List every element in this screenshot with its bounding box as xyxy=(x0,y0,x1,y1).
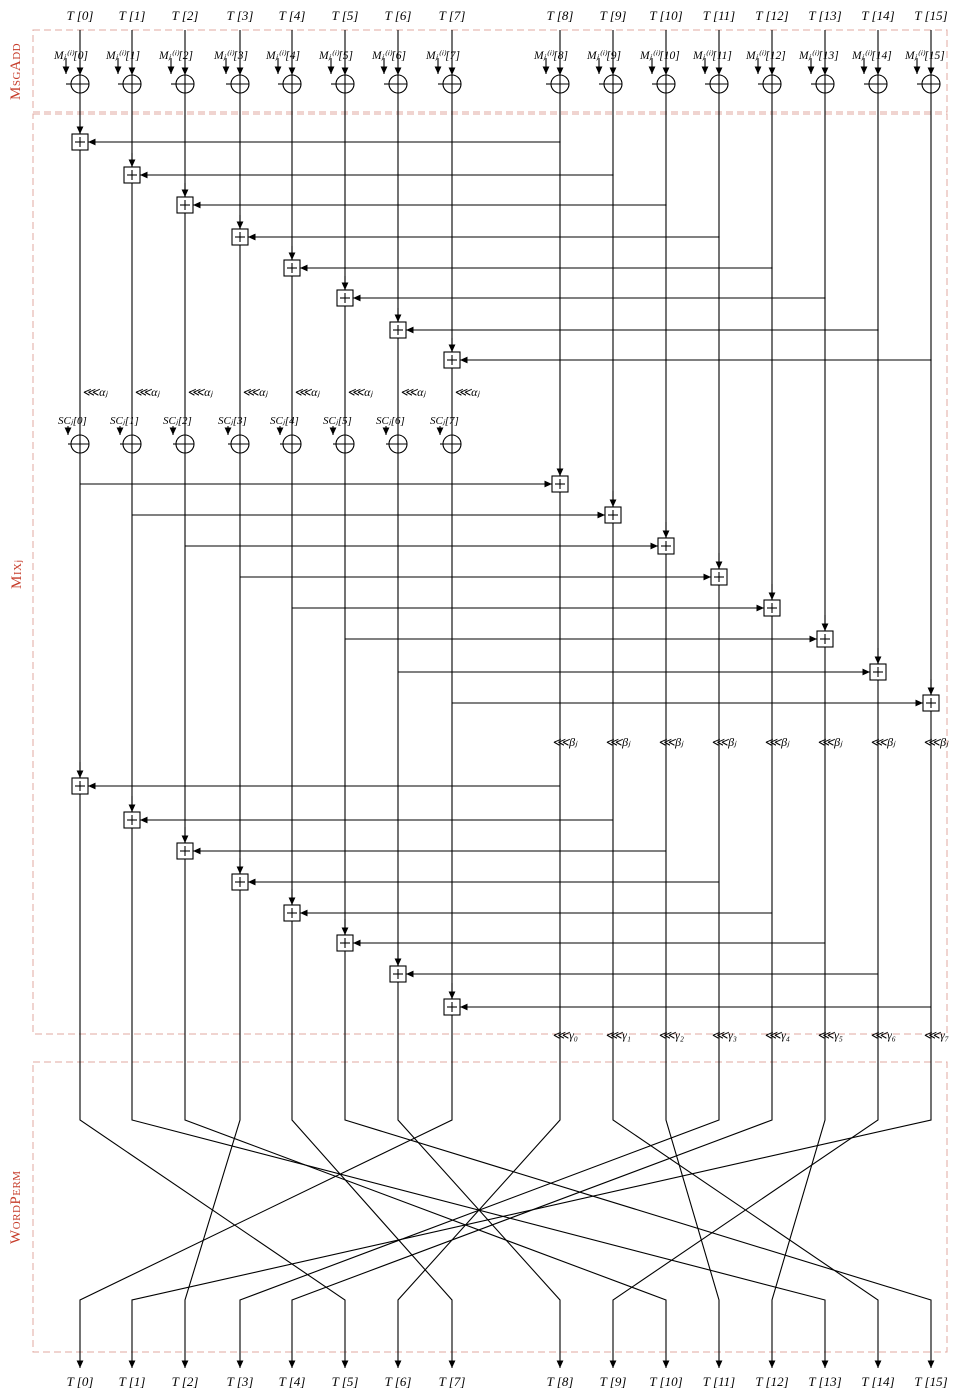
perm-wire-12-to-4 xyxy=(292,1062,772,1368)
mix-add-left-top-2 xyxy=(177,197,193,213)
bottom-label-3: T [3] xyxy=(226,1374,254,1389)
msg-label-2: Mⱼ⁽ⁱ⁾[2] xyxy=(159,50,193,62)
msgadd-xor-9 xyxy=(604,75,622,93)
const-xor-6 xyxy=(389,435,407,453)
bottom-label-7: T [7] xyxy=(438,1374,466,1389)
bottom-label-9: T [9] xyxy=(599,1374,627,1389)
msgadd-xor-12 xyxy=(763,75,781,93)
top-label-0: T [0] xyxy=(66,8,94,23)
perm-wire-13-to-12 xyxy=(772,1062,825,1368)
rot-beta-3: ⋘βⱼ xyxy=(711,735,737,749)
msg-label-0: Mⱼ⁽ⁱ⁾[0] xyxy=(54,50,88,62)
rot-alpha-2: ⋘αⱼ xyxy=(187,385,213,399)
top-label-11: T [11] xyxy=(702,8,736,23)
const-label-1: SCⱼ[1] xyxy=(110,415,139,427)
rot-alpha-3: ⋘αⱼ xyxy=(242,385,268,399)
mix-add-right-4 xyxy=(764,600,780,616)
rot-beta-6: ⋘βⱼ xyxy=(870,735,896,749)
msg-label-12: Mⱼ⁽ⁱ⁾[12] xyxy=(746,50,786,62)
phase-mix xyxy=(33,114,947,1034)
phase-boundaries xyxy=(33,30,947,1352)
msgadd-xor-7 xyxy=(443,75,461,93)
phase-wordperm xyxy=(33,1062,947,1352)
bottom-label-1: T [1] xyxy=(118,1374,146,1389)
perm-wire-0-to-5 xyxy=(80,1062,345,1368)
mix-add-right-6 xyxy=(870,664,886,680)
mix-add-right-7 xyxy=(923,695,939,711)
const-label-6: SCⱼ[6] xyxy=(376,415,405,427)
top-label-6: T [6] xyxy=(384,8,412,23)
rot-gamma-7: ⋘γ₇ xyxy=(923,1028,949,1042)
msg-label-13: Mⱼ⁽ⁱ⁾[13] xyxy=(799,50,839,62)
mix-add-left-bottom-6 xyxy=(390,966,406,982)
rot-beta-7: ⋘βⱼ xyxy=(923,735,949,749)
bottom-label-0: T [0] xyxy=(66,1374,94,1389)
msgadd-xor-3 xyxy=(231,75,249,93)
bottom-label-12: T [12] xyxy=(755,1374,789,1389)
bottom-label-11: T [11] xyxy=(702,1374,736,1389)
msgadd-xor-5 xyxy=(336,75,354,93)
msg-label-6: Mⱼ⁽ⁱ⁾[6] xyxy=(372,50,406,62)
top-label-8: T [8] xyxy=(546,8,574,23)
msgadd-xor-1 xyxy=(123,75,141,93)
perm-wire-10-to-11 xyxy=(666,1062,719,1368)
top-label-13: T [13] xyxy=(808,8,842,23)
mix-add-right-2 xyxy=(658,538,674,554)
const-xor-2 xyxy=(176,435,194,453)
mix-add-left-bottom-2 xyxy=(177,843,193,859)
bottom-label-2: T [2] xyxy=(171,1374,199,1389)
mix-add-left-top-7 xyxy=(444,352,460,368)
msg-label-9: Mⱼ⁽ⁱ⁾[9] xyxy=(587,50,621,62)
rot-alpha-5: ⋘αⱼ xyxy=(347,385,373,399)
phase-label-mix: Mixⱼ xyxy=(9,559,25,589)
msg-label-11: Mⱼ⁽ⁱ⁾[11] xyxy=(693,50,732,62)
bottom-label-15: T [15] xyxy=(914,1374,948,1389)
perm-wire-11-to-3 xyxy=(240,1062,719,1368)
bottom-label-6: T [6] xyxy=(384,1374,412,1389)
mix-add-left-top-0 xyxy=(72,134,88,150)
mix-add-left-bottom-7 xyxy=(444,999,460,1015)
msgadd-xor-6 xyxy=(389,75,407,93)
const-xor-4 xyxy=(283,435,301,453)
mix-add-left-bottom-5 xyxy=(337,935,353,951)
msgadd-xor-15 xyxy=(922,75,940,93)
mix-add-left-top-5 xyxy=(337,290,353,306)
rot-beta-4: ⋘βⱼ xyxy=(764,735,790,749)
operator-layer xyxy=(71,75,940,1015)
msgadd-xor-13 xyxy=(816,75,834,93)
rot-alpha-1: ⋘αⱼ xyxy=(134,385,160,399)
mix-add-left-top-1 xyxy=(124,167,140,183)
phase-msgadd xyxy=(33,30,947,112)
rot-gamma-1: ⋘γ₁ xyxy=(605,1028,631,1042)
bottom-label-4: T [4] xyxy=(278,1374,306,1389)
rot-gamma-3: ⋘γ₃ xyxy=(711,1028,737,1042)
rot-beta-5: ⋘βⱼ xyxy=(817,735,843,749)
top-label-12: T [12] xyxy=(755,8,789,23)
msgadd-xor-14 xyxy=(869,75,887,93)
msgadd-xor-0 xyxy=(71,75,89,93)
mix-add-right-5 xyxy=(817,631,833,647)
perm-wire-5-to-15 xyxy=(345,1062,931,1368)
msg-label-1: Mⱼ⁽ⁱ⁾[1] xyxy=(106,50,140,62)
bottom-label-8: T [8] xyxy=(546,1374,574,1389)
mix-add-left-top-3 xyxy=(232,229,248,245)
const-xor-7 xyxy=(443,435,461,453)
const-xor-5 xyxy=(336,435,354,453)
wire-layer xyxy=(66,30,931,1368)
const-label-0: SCⱼ[0] xyxy=(58,415,87,427)
msgadd-xor-2 xyxy=(176,75,194,93)
msg-label-5: Mⱼ⁽ⁱ⁾[5] xyxy=(319,50,353,62)
rot-beta-0: ⋘βⱼ xyxy=(552,735,578,749)
mix-add-right-3 xyxy=(711,569,727,585)
rot-alpha-4: ⋘αⱼ xyxy=(294,385,320,399)
bottom-label-10: T [10] xyxy=(649,1374,683,1389)
bottom-label-5: T [5] xyxy=(331,1374,359,1389)
msg-label-8: Mⱼ⁽ⁱ⁾[8] xyxy=(534,50,568,62)
msg-label-7: Mⱼ⁽ⁱ⁾[7] xyxy=(426,50,460,62)
top-label-1: T [1] xyxy=(118,8,146,23)
mix-add-left-top-6 xyxy=(390,322,406,338)
top-label-7: T [7] xyxy=(438,8,466,23)
const-label-3: SCⱼ[3] xyxy=(218,415,247,427)
const-label-4: SCⱼ[4] xyxy=(270,415,299,427)
const-xor-1 xyxy=(123,435,141,453)
mix-add-right-0 xyxy=(552,476,568,492)
const-xor-0 xyxy=(71,435,89,453)
msg-label-4: Mⱼ⁽ⁱ⁾[4] xyxy=(266,50,300,62)
perm-wire-6-to-8 xyxy=(398,1062,560,1368)
msg-label-10: Mⱼ⁽ⁱ⁾[10] xyxy=(640,50,680,62)
rot-gamma-5: ⋘γ₅ xyxy=(817,1028,843,1042)
perm-wire-15-to-1 xyxy=(132,1062,931,1368)
mix-add-left-top-4 xyxy=(284,260,300,276)
rot-gamma-6: ⋘γ₆ xyxy=(870,1028,896,1042)
rot-alpha-6: ⋘αⱼ xyxy=(400,385,426,399)
msg-label-3: Mⱼ⁽ⁱ⁾[3] xyxy=(214,50,248,62)
top-label-4: T [4] xyxy=(278,8,306,23)
msg-label-15: Mⱼ⁽ⁱ⁾[15] xyxy=(905,50,945,62)
top-label-2: T [2] xyxy=(171,8,199,23)
mix-add-right-1 xyxy=(605,507,621,523)
top-label-3: T [3] xyxy=(226,8,254,23)
rot-alpha-0: ⋘αⱼ xyxy=(82,385,108,399)
top-label-5: T [5] xyxy=(331,8,359,23)
perm-wire-3-to-2 xyxy=(185,1062,240,1368)
perm-wire-7-to-0 xyxy=(80,1062,452,1368)
rot-gamma-2: ⋘γ₂ xyxy=(658,1028,684,1042)
top-label-14: T [14] xyxy=(861,8,895,23)
top-label-10: T [10] xyxy=(649,8,683,23)
phase-label-wordperm: WordPerm xyxy=(8,1170,24,1244)
bottom-label-14: T [14] xyxy=(861,1374,895,1389)
mix-add-left-bottom-4 xyxy=(284,905,300,921)
mix-add-left-bottom-3 xyxy=(232,874,248,890)
top-label-9: T [9] xyxy=(599,8,627,23)
rot-beta-1: ⋘βⱼ xyxy=(605,735,631,749)
mix-add-left-bottom-0 xyxy=(72,778,88,794)
top-label-15: T [15] xyxy=(914,8,948,23)
const-xor-3 xyxy=(231,435,249,453)
const-label-5: SCⱼ[5] xyxy=(323,415,352,427)
const-label-2: SCⱼ[2] xyxy=(163,415,192,427)
msgadd-xor-11 xyxy=(710,75,728,93)
perm-wire-2-to-10 xyxy=(185,1062,666,1368)
const-label-7: SCⱼ[7] xyxy=(430,415,459,427)
rot-gamma-0: ⋘γ₀ xyxy=(552,1028,578,1042)
mix-add-left-bottom-1 xyxy=(124,812,140,828)
msg-label-14: Mⱼ⁽ⁱ⁾[14] xyxy=(852,50,892,62)
rot-alpha-7: ⋘αⱼ xyxy=(454,385,480,399)
msgadd-xor-10 xyxy=(657,75,675,93)
msgadd-xor-4 xyxy=(283,75,301,93)
msgadd-xor-8 xyxy=(551,75,569,93)
rot-gamma-4: ⋘γ₄ xyxy=(764,1028,790,1042)
bottom-label-13: T [13] xyxy=(808,1374,842,1389)
perm-wire-1-to-13 xyxy=(132,1062,825,1368)
perm-wire-8-to-6 xyxy=(398,1062,560,1368)
perm-wire-4-to-7 xyxy=(292,1062,452,1368)
rot-beta-2: ⋘βⱼ xyxy=(658,735,684,749)
phase-label-msgadd: MsgAdd xyxy=(8,42,24,100)
